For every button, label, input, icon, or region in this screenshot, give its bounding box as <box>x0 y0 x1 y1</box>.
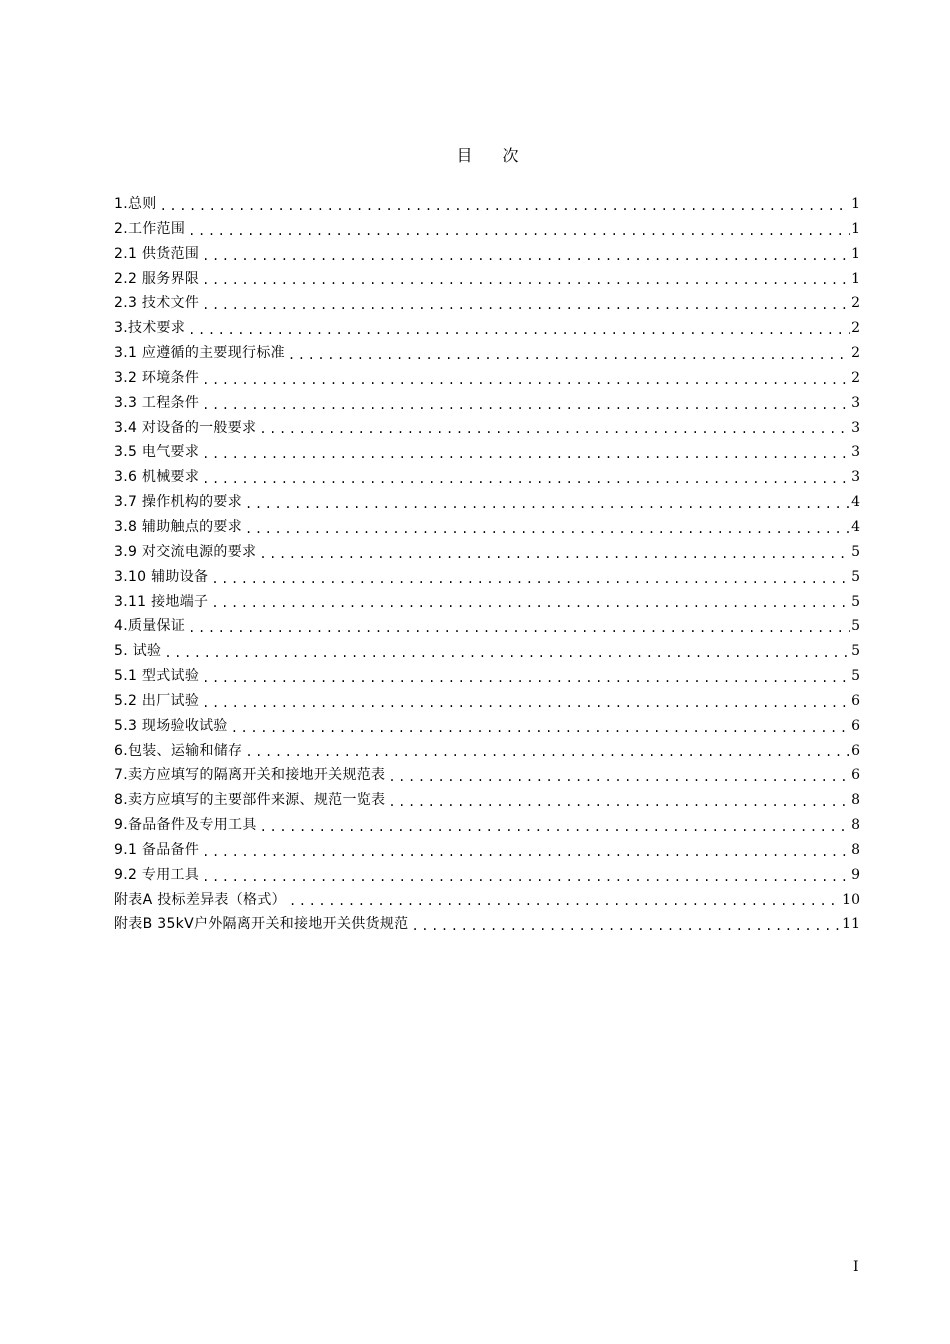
toc-entry-label: 3.6 机械要求 <box>114 469 200 486</box>
toc-entry-page: 2 <box>851 295 860 312</box>
toc-entry-label: 3.3 工程条件 <box>114 394 200 411</box>
toc-dot-leader <box>199 394 850 416</box>
toc-entry[interactable] <box>114 565 860 590</box>
toc-entry-label: 3.2 环境条件 <box>114 369 200 386</box>
toc-dot-leader <box>385 766 850 788</box>
toc-entry-page: 1 <box>851 270 860 287</box>
toc-entry-label: 3.11 接地端子 <box>114 593 209 610</box>
toc-dot-leader <box>199 468 850 490</box>
toc-entry-page: 5 <box>851 668 860 685</box>
toc-entry-page: 5 <box>851 643 860 660</box>
toc-entry[interactable] <box>114 788 860 813</box>
toc-entry-page: 5 <box>851 593 860 610</box>
toc-dot-leader <box>199 269 850 291</box>
toc-dot-leader <box>385 791 850 813</box>
toc-dot-leader <box>199 245 850 267</box>
toc-dot-leader <box>199 841 850 863</box>
page-number: I <box>853 1259 859 1275</box>
toc-entry-page: 2 <box>851 369 860 386</box>
toc-entry[interactable] <box>114 515 860 540</box>
toc-dot-leader <box>242 493 850 515</box>
toc-entry[interactable] <box>114 714 860 739</box>
toc-entry[interactable] <box>114 813 860 838</box>
toc-entry-page: 4 <box>851 494 860 511</box>
toc-dot-leader <box>199 294 850 316</box>
toc-dot-leader <box>242 518 850 540</box>
toc-dot-leader <box>208 592 850 614</box>
toc-entry-label: 2.3 技术文件 <box>114 295 200 312</box>
toc-entry[interactable] <box>114 366 860 391</box>
toc-entry[interactable] <box>114 838 860 863</box>
toc-dot-leader <box>185 617 850 639</box>
toc-entry-page: 6 <box>851 692 860 709</box>
toc-entry[interactable] <box>114 242 860 267</box>
toc-entry-label: 附表B 35kV户外隔离开关和接地开关供货规范 <box>114 916 409 933</box>
toc-entry-page: 6 <box>851 767 860 784</box>
toc-dot-leader <box>185 319 850 341</box>
table-of-contents <box>114 192 860 937</box>
toc-entry[interactable] <box>114 217 860 242</box>
toc-entry[interactable] <box>114 391 860 416</box>
title-char-left: 目 <box>456 146 473 165</box>
toc-entry-label: 2.2 服务界限 <box>114 270 200 287</box>
toc-dot-leader <box>408 915 842 937</box>
toc-entry-page: 5 <box>851 543 860 560</box>
toc-dot-leader <box>199 667 850 689</box>
toc-dot-leader <box>242 741 850 763</box>
toc-entry-label: 8.卖方应填写的主要部件来源、规范一览表 <box>114 792 386 809</box>
toc-entry-page: 4 <box>851 518 860 535</box>
toc-entry[interactable] <box>114 540 860 565</box>
toc-dot-leader <box>208 568 850 590</box>
toc-entry[interactable] <box>114 192 860 217</box>
toc-entry[interactable] <box>114 888 860 913</box>
toc-entry-label: 3.4 对设备的一般要求 <box>114 419 257 436</box>
toc-entry-page: 1 <box>851 245 860 262</box>
toc-dot-leader <box>285 344 850 366</box>
toc-entry-page: 3 <box>851 419 860 436</box>
toc-dot-leader <box>185 220 850 242</box>
toc-entry-page: 8 <box>851 817 860 834</box>
toc-entry-label: 5.1 型式试验 <box>114 668 200 685</box>
toc-entry-label: 3.1 应遵循的主要现行标准 <box>114 345 285 362</box>
toc-entry-label: 5. 试验 <box>114 643 162 660</box>
toc-entry[interactable] <box>114 763 860 788</box>
toc-entry-label: 2.1 供货范围 <box>114 245 200 262</box>
toc-entry-page: 8 <box>851 792 860 809</box>
toc-entry[interactable] <box>114 912 860 937</box>
toc-entry-page: 3 <box>851 444 860 461</box>
toc-entry-label: 9.备品备件及专用工具 <box>114 817 257 834</box>
toc-dot-leader <box>199 866 850 888</box>
toc-entry-page: 2 <box>851 345 860 362</box>
toc-dot-leader <box>199 443 850 465</box>
toc-entry-page: 8 <box>851 841 860 858</box>
toc-entry-page: 2 <box>851 320 860 337</box>
toc-dot-leader <box>199 692 850 714</box>
toc-entry[interactable] <box>114 416 860 441</box>
toc-entry-page: 11 <box>842 916 860 933</box>
toc-entry-label: 5.2 出厂试验 <box>114 692 200 709</box>
toc-entry-label: 3.10 辅助设备 <box>114 568 209 585</box>
toc-entry[interactable] <box>114 490 860 515</box>
toc-entry[interactable] <box>114 639 860 664</box>
toc-entry-label: 7.卖方应填写的隔离开关和接地开关规范表 <box>114 767 386 784</box>
toc-entry[interactable] <box>114 614 860 639</box>
toc-entry[interactable] <box>114 267 860 292</box>
toc-entry[interactable] <box>114 465 860 490</box>
toc-entry-page: 1 <box>851 196 860 212</box>
toc-entry-page: 3 <box>851 394 860 411</box>
toc-entry-page: 1 <box>851 220 860 237</box>
toc-entry-label: 3.8 辅助触点的要求 <box>114 518 243 535</box>
toc-dot-leader <box>161 642 850 664</box>
toc-dot-leader <box>286 890 842 912</box>
toc-entry-label: 9.2 专用工具 <box>114 866 200 883</box>
toc-entry[interactable] <box>114 590 860 615</box>
toc-entry[interactable] <box>114 440 860 465</box>
toc-dot-leader <box>256 543 850 565</box>
toc-entry-page: 3 <box>851 469 860 486</box>
title-char-right: 次 <box>502 146 519 165</box>
page-title <box>0 143 950 166</box>
toc-entry[interactable] <box>114 341 860 366</box>
toc-entry-label: 3.9 对交流电源的要求 <box>114 543 257 560</box>
toc-entry-page: 5 <box>851 568 860 585</box>
toc-entry[interactable] <box>114 316 860 341</box>
toc-entry[interactable] <box>114 664 860 689</box>
toc-entry-page: 5 <box>851 618 860 635</box>
toc-dot-leader <box>199 369 850 391</box>
toc-entry-label: 2.工作范围 <box>114 220 186 237</box>
toc-entry-page: 9 <box>851 866 860 883</box>
toc-entry-label: 附表A 投标差异表（格式） <box>114 891 286 908</box>
toc-entry[interactable] <box>114 863 860 888</box>
toc-entry-label: 4.质量保证 <box>114 618 186 635</box>
toc-entry-page: 6 <box>851 717 860 734</box>
toc-dot-leader <box>257 816 850 838</box>
toc-entry[interactable] <box>114 739 860 764</box>
toc-entry-label: 1.总则 <box>114 196 157 212</box>
toc-entry-label: 3.5 电气要求 <box>114 444 200 461</box>
toc-dot-leader <box>256 418 850 440</box>
toc-entry-page: 6 <box>851 742 860 759</box>
toc-entry-page: 10 <box>842 891 860 908</box>
toc-entry-label: 5.3 现场验收试验 <box>114 717 228 734</box>
toc-dot-leader <box>157 195 850 217</box>
toc-entry[interactable] <box>114 291 860 316</box>
toc-dot-leader <box>228 717 850 739</box>
toc-entry-label: 6.包装、运输和储存 <box>114 742 243 759</box>
toc-entry[interactable] <box>114 689 860 714</box>
toc-entry-label: 9.1 备品备件 <box>114 841 200 858</box>
toc-entry-label: 3.技术要求 <box>114 320 186 337</box>
toc-entry-label: 3.7 操作机构的要求 <box>114 494 243 511</box>
